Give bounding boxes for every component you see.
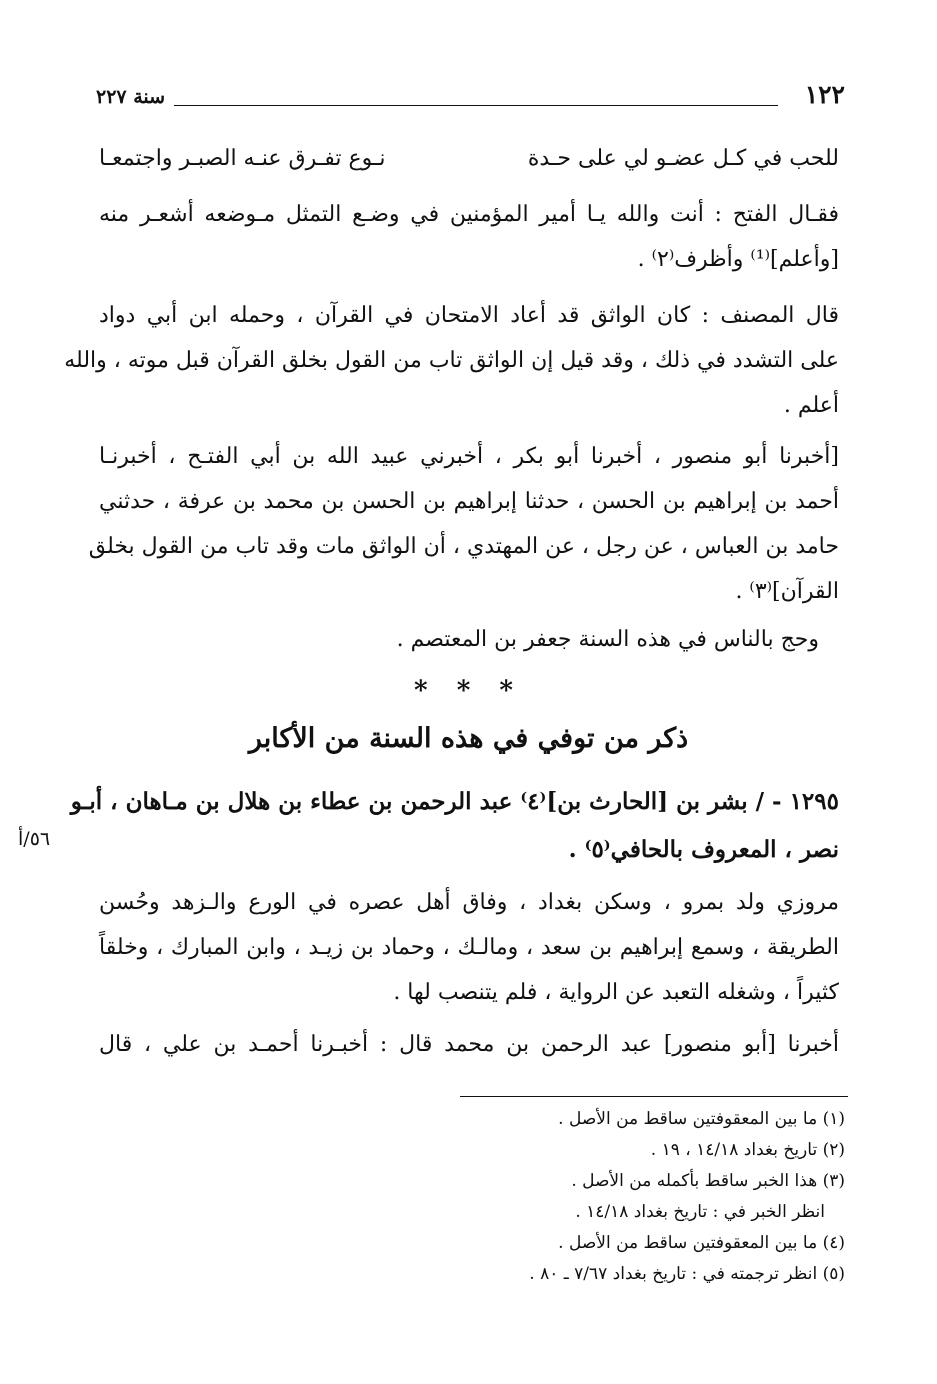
text-line: أخبرنا [أبو منصور] عبد الرحمن بن محمد قال : أخبـرنا أحمـد بن علي ، قال xyxy=(99,1032,839,1057)
footnote: (٤) ما بين المعقوفتين ساقط من الأصل . xyxy=(558,1233,845,1253)
footnote: (٥) انظر ترجمته في : تاريخ بغداد ٧/٦٧ ـ ٨٠ . xyxy=(529,1264,845,1284)
paragraph-fath-saying xyxy=(99,192,839,282)
header-rule xyxy=(174,105,778,106)
paragraph-biography xyxy=(99,880,839,1015)
running-head: سنة ٢٢٧ xyxy=(96,86,166,108)
footnotes xyxy=(345,1104,845,1290)
text-line: أعلم . xyxy=(783,393,839,418)
manuscript-folio-note: ٥٦/أ xyxy=(18,828,51,850)
section-divider-stars: * * * xyxy=(414,676,523,706)
text-line: [أخبرنا أبو منصور ، أخبرنا أبو بكر ، أخبرني عبيد الله بن أبي الفتـح ، أخبرنـا xyxy=(99,444,839,469)
footnote: (٢) تاريخ بغداد ١٤/١٨ ، ١٩ . xyxy=(650,1140,845,1160)
heading-line: ١٢٩٥ - / بشر بن [الحارث بن]⁽٤⁾ عبد الرحمن بن عطاء بن هلال بن مـاهان ، أبـو xyxy=(70,788,839,815)
text-line: فقـال الفتح : أنت والله يـا أمير المؤمنين في وضـع التمثل مـوضعه أشعـر منه xyxy=(99,202,839,227)
text-line: على التشدد في ذلك ، وقد قيل إن الواثق تاب من القول بخلق القرآن قبل موته ، والله xyxy=(64,348,839,373)
paragraph-isnad-start xyxy=(99,1022,839,1067)
paragraph-hajj xyxy=(99,617,839,662)
biography-entry-heading xyxy=(70,778,839,874)
text-line: حامد بن العباس ، عن رجل ، عن المهتدي ، أن الواثق مات وقد تاب من القول بخلق xyxy=(88,534,839,559)
text-line: قال المصنف : كان الواثق قد أعاد الامتحان في القرآن ، وحمله ابن أبي دواد xyxy=(99,303,839,328)
page-number: ١٢٢ xyxy=(804,80,845,109)
paragraph-author-note xyxy=(64,293,839,428)
footnote-rule xyxy=(460,1096,848,1097)
heading-line: نصر ، المعروف بالحافي⁽٥⁾ . xyxy=(568,836,839,863)
verse-first-hemistich: للحب في كـل عضـو لي على حـدة xyxy=(527,146,839,171)
text-line: أحمد بن إبراهيم بن الحسن ، حدثنا إبراهيم بن الحسن بن محمد بن عرفة ، حدثني xyxy=(99,489,839,514)
text-line: مروزي ولد بمرو ، وسكن بغداد ، وفاق أهل عصره في الورع والـزهد وحُسن xyxy=(99,890,839,915)
text-line: كثيراً ، وشغله التعبد عن الرواية ، فلم يتنصب لها . xyxy=(393,980,839,1005)
text-line: [وأعلم]⁽¹⁾ وأظرف⁽٢⁾ . xyxy=(637,247,839,272)
footnote: (٣) هذا الخبر ساقط بأكمله من الأصل . xyxy=(571,1171,845,1191)
verse-second-hemistich: نـوع تفـرق عنـه الصبـر واجتمعـا xyxy=(99,146,386,171)
footnote-continuation: انظر الخبر في : تاريخ بغداد ١٤/١٨ . xyxy=(575,1202,825,1222)
text-line: الطريقة ، وسمع إبراهيم بن سعد ، ومالـك ، وحماد بن زيـد ، وابن المبارك ، وخلقاً xyxy=(99,935,839,960)
text-line: وحج بالناس في هذه السنة جعفر بن المعتصم . xyxy=(396,627,819,652)
footnote: (١) ما بين المعقوفتين ساقط من الأصل . xyxy=(558,1109,845,1129)
section-heading: ذكر من توفي في هذه السنة من الأكابر xyxy=(248,723,689,754)
paragraph-isnad xyxy=(88,434,839,614)
text-line: القرآن]⁽٣⁾ . xyxy=(735,579,839,604)
